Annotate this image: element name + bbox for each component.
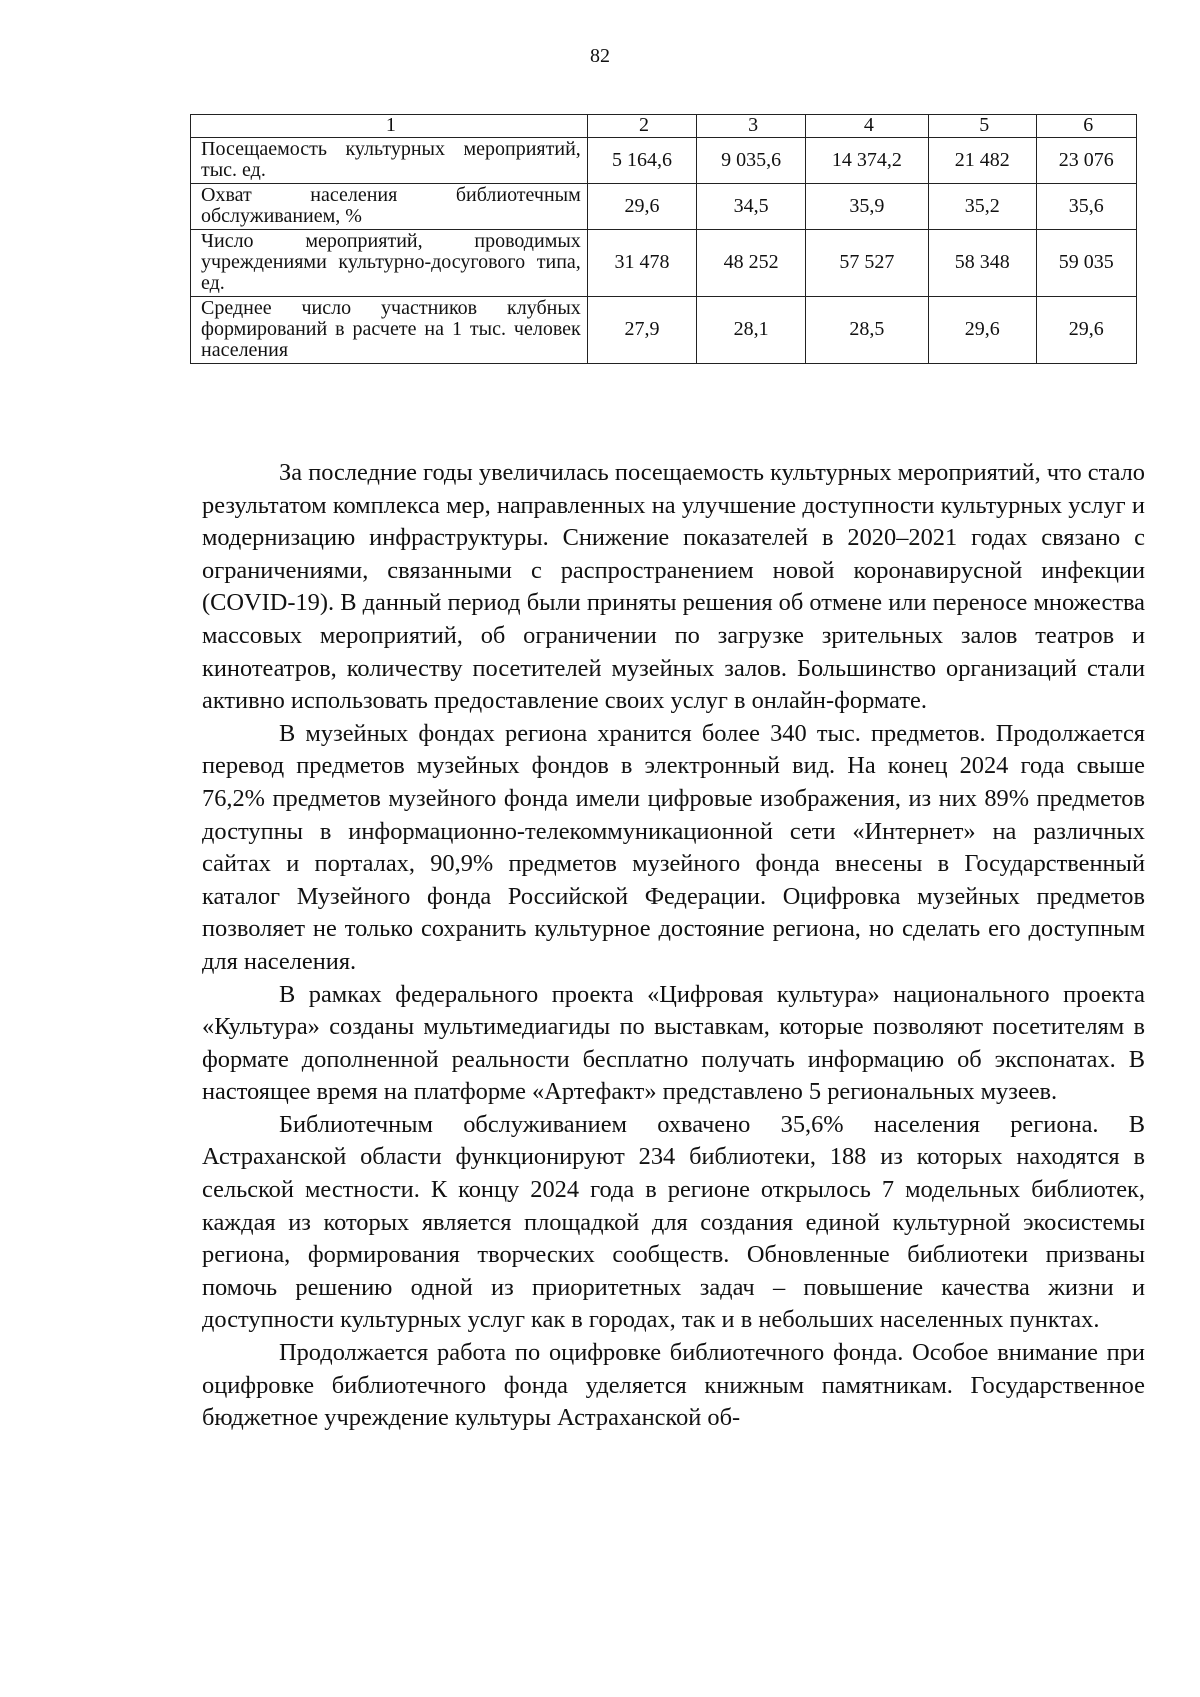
- table-row: [191, 297, 1137, 364]
- table-cell: 59 035: [1036, 230, 1136, 297]
- table-cell: 23 076: [1036, 138, 1136, 184]
- table-cell: 34,5: [697, 184, 806, 230]
- table-cell: 29,6: [587, 184, 697, 230]
- paragraph: За последние годы увеличилась посещаемость культурных мероприятий, что стало результатом комплекса мер, направленных на улучшение доступности культурных услуг и модернизацию инфраструктуры. Снижение показателей в 2020–2021 годах связано с ограничениями, связанными с распространением новой коронавирусной инфекции (COVID-19). В данный период были приняты решения об отмене или переносе множества массовых мероприятий, об ограничении по загрузке зрительных залов театров и кинотеатров, количеству посетителей музейных залов. Большинство организаций стали активно использовать предоставление своих услуг в онлайн-формате.: [202, 459, 1145, 715]
- row-label: Охват населения библиотечным обслуживанием, %: [191, 184, 588, 230]
- table-cell: 14 374,2: [805, 138, 928, 184]
- table-cell: 29,6: [928, 297, 1036, 364]
- table-cell: 35,6: [1036, 184, 1136, 230]
- paragraph: В музейных фондах региона хранится более 340 тыс. предметов. Продолжается перевод предметов музейных фондов в электронный вид. На конец 2024 года свыше 76,2% предметов музейного фонда имели цифровые изображения, из них 89% предметов доступны в информационно-телекоммуникационной сети «Интернет» на различных сайтах и порталах, 90,9% предметов музейного фонда внесены в Государственный каталог Музейного фонда Российской Федерации. Оцифровка музейных предметов позволяет не только сохранить культурное достояние региона, но сделать его доступным для населения.: [202, 719, 1145, 975]
- statistics-table: [190, 114, 1137, 364]
- column-header: 1: [191, 115, 588, 138]
- column-header: 2: [587, 115, 697, 138]
- column-header: 4: [805, 115, 928, 138]
- row-label: Посещаемость культурных мероприятий, тыс. ед.: [191, 138, 588, 184]
- table-header-row: [191, 115, 1137, 138]
- table-row: [191, 230, 1137, 297]
- table-cell: 58 348: [928, 230, 1036, 297]
- page-number: 82: [590, 45, 610, 67]
- table-cell: 21 482: [928, 138, 1036, 184]
- paragraph: Продолжается работа по оцифровке библиотечного фонда. Особое внимание при оцифровке библиотечного фонда уделяется книжным памятникам. Государственное бюджетное учреждение культуры Астраханской об-: [202, 1339, 1145, 1432]
- column-header: 6: [1036, 115, 1136, 138]
- column-header: 3: [697, 115, 806, 138]
- column-header: 5: [928, 115, 1036, 138]
- table-cell: 5 164,6: [587, 138, 697, 184]
- table-cell: 57 527: [805, 230, 928, 297]
- paragraph: Библиотечным обслуживанием охвачено 35,6% населения региона. В Астраханской области функционируют 234 библиотеки, 188 из которых находятся в сельской местности. К концу 2024 года в регионе открылось 7 модельных библиотек, каждая из которых является площадкой для создания единой культурной экосистемы региона, формирования творческих сообществ. Обновленные библиотеки призваны помочь решению одной из приоритетных задач – повышение качества жизни и доступности культурных услуг как в городах, так и в небольших населенных пунктах.: [202, 1110, 1145, 1334]
- table-cell: 27,9: [587, 297, 697, 364]
- row-label: Среднее число участников клубных формирований в расчете на 1 тыс. человек населения: [191, 297, 588, 364]
- body-text: [202, 457, 1145, 1435]
- table-cell: 35,2: [928, 184, 1036, 230]
- table-cell: 28,5: [805, 297, 928, 364]
- table-cell: 31 478: [587, 230, 697, 297]
- row-label: Число мероприятий, проводимых учреждениями культурно-досугового типа, ед.: [191, 230, 588, 297]
- table-row: [191, 138, 1137, 184]
- table-cell: 29,6: [1036, 297, 1136, 364]
- table-row: [191, 184, 1137, 230]
- table-cell: 35,9: [805, 184, 928, 230]
- paragraph: В рамках федерального проекта «Цифровая культура» национального проекта «Культура» созданы мультимедиагиды по выставкам, которые позволяют посетителям в формате дополненной реальности бесплатно получать информацию об экспонатах. В настоящее время на платформе «Артефакт» представлено 5 региональных музеев.: [202, 980, 1145, 1106]
- table-cell: 28,1: [697, 297, 806, 364]
- table-cell: 48 252: [697, 230, 806, 297]
- table-cell: 9 035,6: [697, 138, 806, 184]
